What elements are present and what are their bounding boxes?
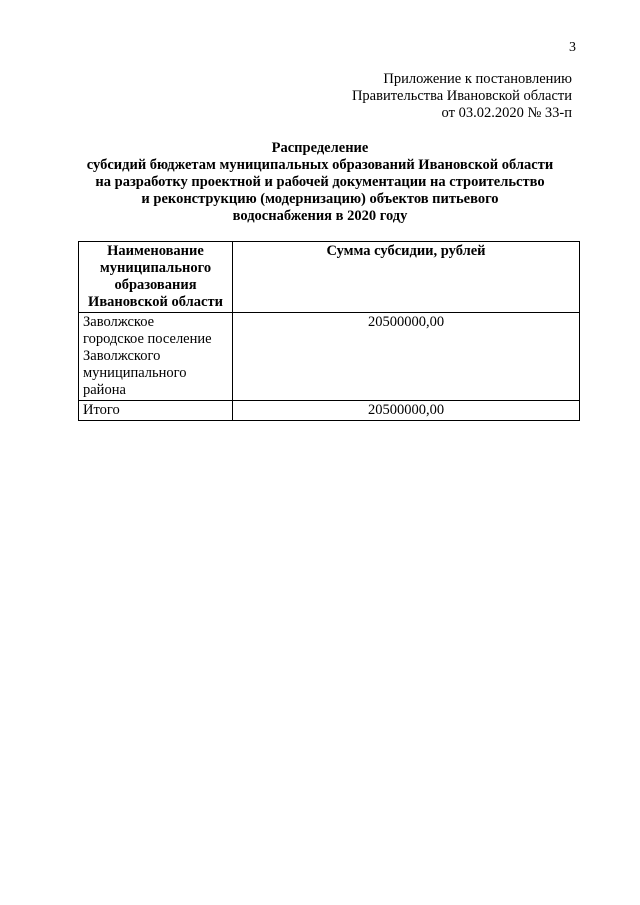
title-line: и реконструкцию (модернизацию) объектов питьевого xyxy=(141,191,499,207)
appendix-reference xyxy=(352,71,572,122)
column-header-sum: Сумма субсидии, рублей xyxy=(233,242,580,313)
appendix-line: Приложение к постановлению xyxy=(383,71,572,87)
title-line: Распределение xyxy=(271,140,369,156)
municipality-name-line: муниципального xyxy=(83,365,187,381)
municipality-name-cell xyxy=(79,313,233,401)
table-total-row xyxy=(79,401,580,421)
total-label-cell: Итого xyxy=(79,401,233,421)
column-header-line: муниципального xyxy=(99,260,212,276)
table-row xyxy=(79,313,580,401)
title-line: на разработку проектной и рабочей документации на строительство xyxy=(95,174,545,190)
title-line: водоснабжения в 2020 году xyxy=(232,208,408,224)
document-title xyxy=(60,140,580,225)
column-header-line: Наименование xyxy=(107,243,204,259)
appendix-line: от 03.02.2020 № 33-п xyxy=(441,105,572,121)
column-header-name xyxy=(79,242,233,313)
subsidy-sum-cell: 20500000,00 xyxy=(233,313,580,401)
municipality-name-line: района xyxy=(83,382,126,398)
column-header-line: образования xyxy=(114,277,197,293)
municipality-name-line: Заволжского xyxy=(83,348,161,364)
municipality-name-line: городское поселение xyxy=(83,331,212,347)
subsidy-table xyxy=(78,241,580,421)
total-sum-cell: 20500000,00 xyxy=(233,401,580,421)
column-header-line: Ивановской области xyxy=(88,294,223,310)
appendix-line: Правительства Ивановской области xyxy=(351,88,572,104)
page-number: 3 xyxy=(569,40,576,55)
table-header-row xyxy=(79,242,580,313)
municipality-name-line: Заволжское xyxy=(83,314,155,330)
title-line: субсидий бюджетам муниципальных образований Ивановской области xyxy=(86,157,554,173)
